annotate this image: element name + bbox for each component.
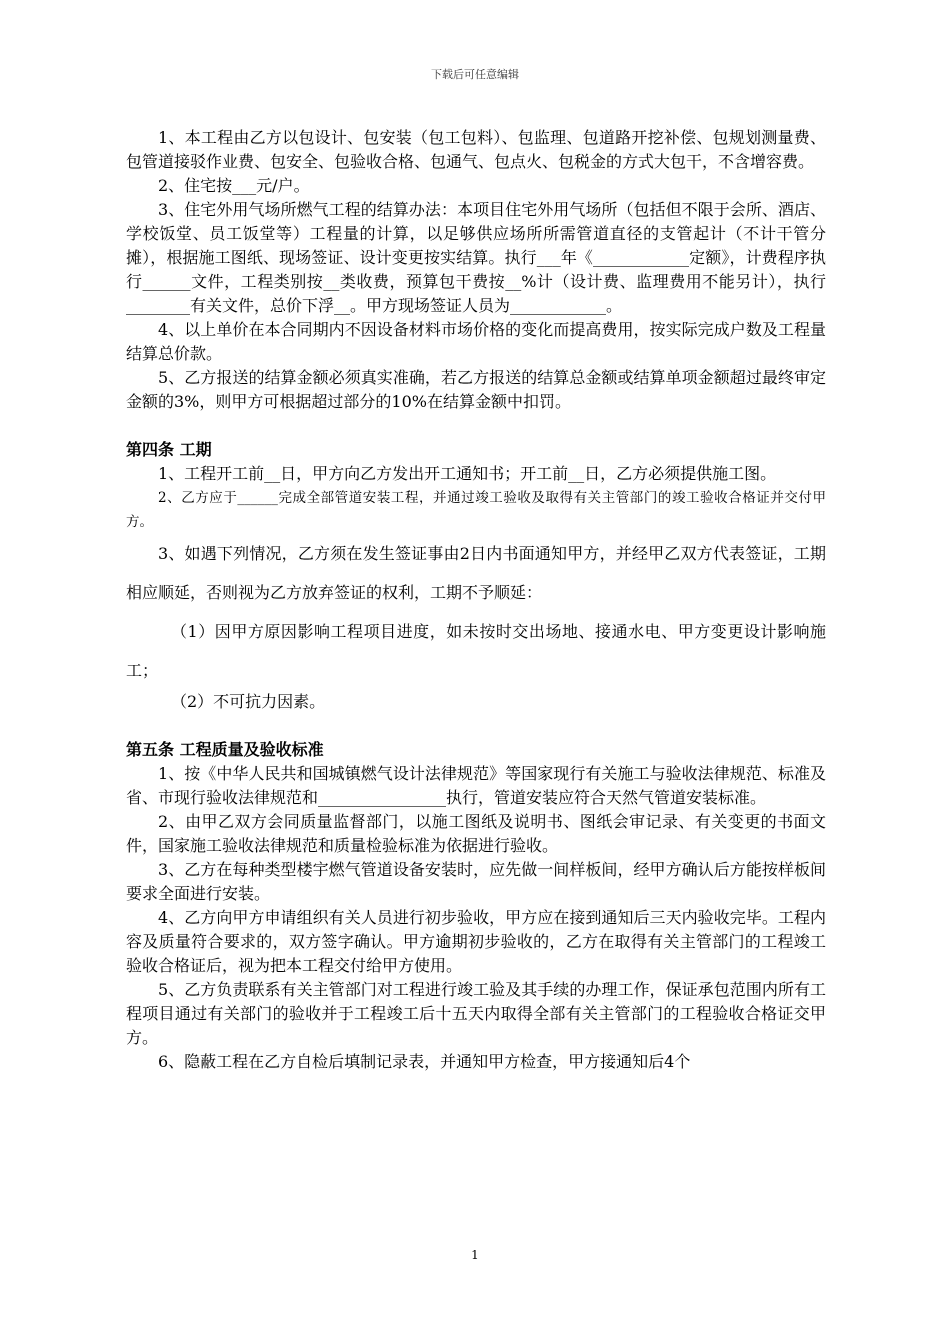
page-header: 下载后可任意编辑 [431, 68, 519, 81]
document-body [126, 126, 826, 1074]
section5-item-5: 5、乙方负责联系有关主管部门对工程进行竣工验及其手续的办理工作，保证承包范围内所有工程项目通过有关部门的验收并于工程竣工后十五天内取得全部有关主管部门的工程验收合格证交甲方。 [126, 980, 826, 1047]
section4-item-2: 2、乙方应于______完成全部管道安装工程，并通过竣工验收及取得有关主管部门的竣工验收合格证并交付甲方。 [126, 490, 826, 530]
spacer [126, 714, 826, 738]
section4-heading: 第四条 工期 [126, 440, 212, 459]
section3-item-2: 2、住宅按___元/户。 [158, 176, 310, 195]
section3-item-4: 4、以上单价在本合同期内不因设备材料市场价格的变化而提高费用，按实际完成户数及工程量结算总价款。 [126, 320, 826, 363]
section4-item-1: 1、工程开工前__日，甲方向乙方发出开工通知书；开工前__日，乙方必须提供施工图。 [158, 464, 777, 483]
section4-item-3: 3、如遇下列情况，乙方须在发生签证事由2日内书面通知甲方，并经甲乙双方代表签证，工期相应顺延，否则视为乙方放弃签证的权利，工期不予顺延： [126, 544, 826, 602]
section5-item-6: 6、隐蔽工程在乙方自检后填制记录表，并通知甲方检查，甲方接通知后4个 [158, 1052, 691, 1071]
section5-item-2: 2、由甲乙双方会同质量监督部门，以施工图纸及说明书、图纸会审记录、有关变更的书面文件，国家施工验收法律规范和质量检验标准为依据进行验收。 [126, 812, 826, 855]
section5-item-3: 3、乙方在每种类型楼宇燃气管道设备安装时，应先做一间样板间，经甲方确认后方能按样板间要求全面进行安装。 [126, 860, 826, 903]
section4-sub-1: （1）因甲方原因影响工程项目进度，如未按时交出场地、接通水电、甲方变更设计影响施工； [126, 622, 826, 680]
section5-heading: 第五条 工程质量及验收标准 [126, 740, 324, 759]
section4-sub-2: （2）不可抗力因素。 [171, 692, 326, 711]
section3-item-5: 5、乙方报送的结算金额必须真实准确，若乙方报送的结算总金额或结算单项金额超过最终审定金额的3%，则甲方可根据超过部分的10%在结算金额中扣罚。 [126, 368, 826, 411]
section3-item-3: 3、住宅外用气场所燃气工程的结算办法：本项目住宅外用气场所（包括但不限于会所、酒店、学校饭堂、员工饭堂等）工程量的计算，以足够供应场所所需管道直径的支管起计（不计干管分摊），根据施工图纸、现场签证、设计变更按实结算。执行___年《____________定额》，计费程序执行______文件，工程类别按__类收费，预算包干费按__%计（设计费、监理费用不能另计），执行________有关文件，总价下浮__。甲方现场签证人员为____________。 [126, 200, 826, 315]
section5-item-1: 1、按《中华人民共和国城镇燃气设计法律规范》等国家现行有关施工与验收法律规范、标准及省、市现行验收法律规范和________________执行，管道安装应符合天然气管道安装标准。 [126, 764, 826, 807]
section5-item-4: 4、乙方向甲方申请组织有关人员进行初步验收，甲方应在接到通知后三天内验收完毕。工程内容及质量符合要求的，双方签字确认。甲方逾期初步验收的，乙方在取得有关主管部门的工程竣工验收合格证后，视为把本工程交付给甲方使用。 [126, 908, 826, 975]
page-number: 1 [471, 1248, 479, 1262]
section3-item-1: 1、本工程由乙方以包设计、包安装（包工包料）、包监理、包道路开挖补偿、包规划测量费、包管道接驳作业费、包安全、包验收合格、包通气、包点火、包税金的方式大包干，不含增容费。 [126, 128, 826, 171]
spacer [126, 414, 826, 438]
